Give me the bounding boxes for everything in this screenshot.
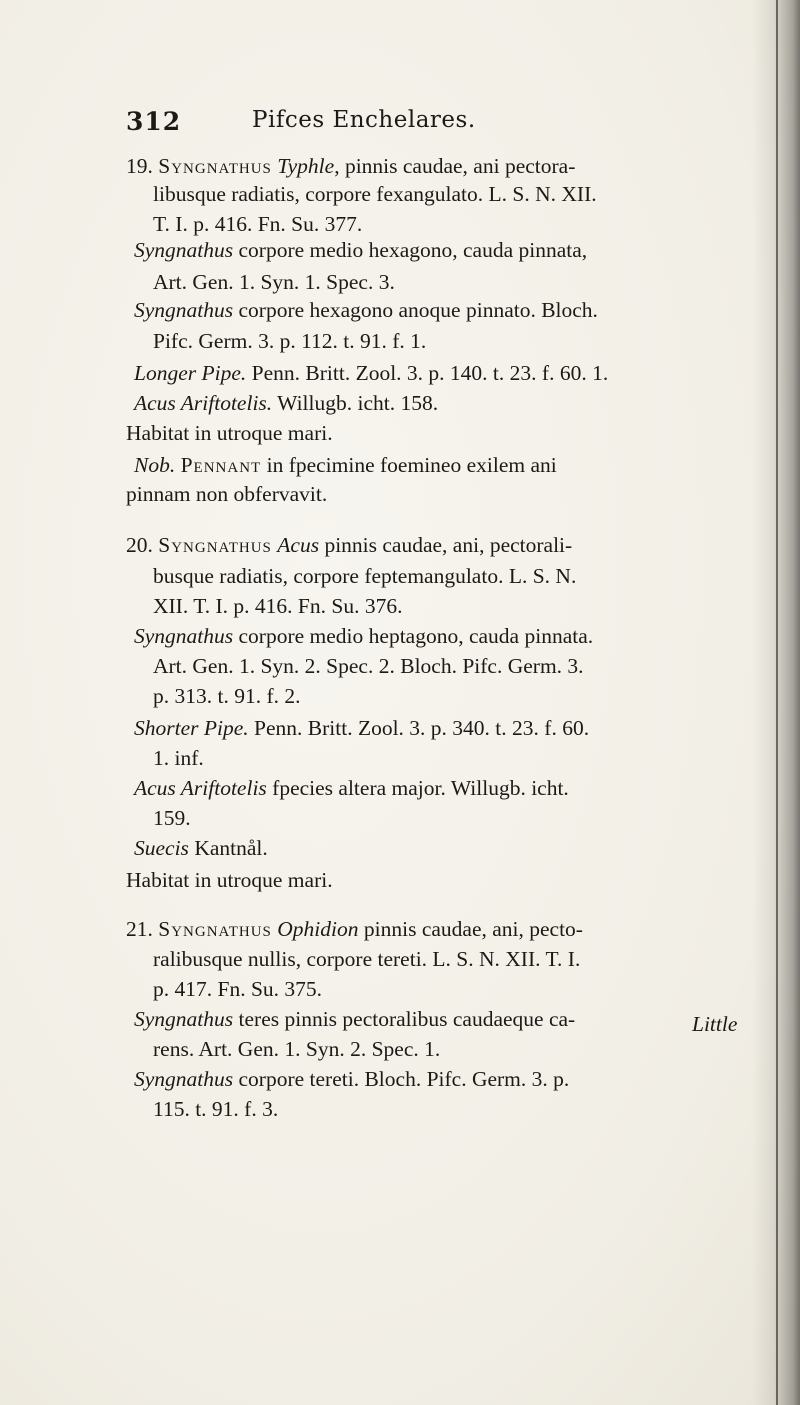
text-line [153,979,322,1001]
text-line [126,156,575,178]
italic-text: Shorter Pipe. [134,716,249,740]
text-line [153,748,204,770]
entry-text: T. I. p. 416. Fn. Su. 377. [153,212,363,236]
entry-text: p. 313. t. 91. f. 2. [153,684,301,708]
entry-text: Kantnål. [188,836,268,860]
entry-text: ralibusque nullis, corpore tereti. L. S. N. XII. T. I. [153,947,581,971]
genus-name: Syngnathus [158,533,272,557]
text-line [134,838,268,860]
text-line [134,778,569,800]
entry-text: Penn. Britt. Zool. 3. p. 340. t. 23. f. 60. [248,716,590,740]
entry-text: libusque radiatis, corpore fexangulato. L. S. N. XII. [153,182,597,206]
text-line [126,484,327,506]
author-name: Pennant [180,453,262,477]
genus-name: Syngnathus [158,917,272,941]
entry-text: Penn. Britt. Zool. 3. p. 140. t. 23. f. 60. 1. [246,361,609,385]
entry-text: 115. t. 91. f. 3. [153,1097,279,1121]
running-head: Pifces Enchelares. [252,107,476,133]
text-line [126,919,583,941]
entry-number: 19. [126,154,153,178]
entry-number: 21. [126,917,153,941]
genus-name: Syngnathus [158,154,272,178]
text-line [153,596,402,618]
book-gutter-line [776,0,778,1405]
text-line [134,718,589,740]
text-line [153,566,576,588]
italic-text: Longer Pipe. [134,361,247,385]
text-line [153,1039,440,1061]
text-line [153,214,362,236]
entry-text: Art. Gen. 1. Syn. 1. Spec. 3. [153,270,395,294]
entry-text: 1. inf. [153,746,204,770]
entry-text: rens. Art. Gen. 1. Syn. 2. Spec. 1. [153,1037,441,1061]
entry-text: corpore hexagono anoque pinnato. Bloch. [233,298,598,322]
text-line [126,870,333,892]
text-line [126,535,572,557]
italic-text: Nob. [134,453,176,477]
italic-text: Acus Ariftotelis. [134,391,273,415]
italic-text: Syngnathus [134,1007,234,1031]
entry-text: pinnis caudae, ani, pectorali- [319,533,573,557]
entry-text: Willugb. icht. 158. [272,391,439,415]
text-line [153,808,191,830]
species-name: Ophidion [277,917,359,941]
text-line [134,363,608,385]
italic-text: Suecis [134,836,189,860]
text-line [134,626,593,648]
entry-text: , pinnis caudae, ani pectora- [334,154,576,178]
entry-text: Art. Gen. 1. Syn. 2. Spec. 2. Bloch. Pifc. Germ. 3. [153,654,584,678]
entry-text: Pifc. Germ. 3. p. 112. t. 91. f. 1. [153,329,427,353]
text-line [126,423,333,445]
text-line [153,686,301,708]
italic-text: Syngnathus [134,624,234,648]
species-name: Acus [277,533,320,557]
entry-text: 159. [153,806,191,830]
text-line [153,656,584,678]
text-line [134,1069,569,1091]
entry-text: corpore tereti. Bloch. Pifc. Germ. 3. p. [233,1067,570,1091]
text-line [134,455,557,477]
italic-text: Syngnathus [134,238,234,262]
catchword: Little [692,1012,738,1036]
species-name: Typhle [277,154,335,178]
italic-text: Acus Ariftotelis [134,776,267,800]
entry-text: Habitat in utroque mari. [126,421,333,445]
entry-text: XII. T. I. p. 416. Fn. Su. 376. [153,594,403,618]
page-header [126,107,686,147]
entry-text: corpore medio heptagono, cauda pinnata. [233,624,594,648]
italic-text: Syngnathus [134,298,234,322]
text-line [134,393,438,415]
entry-text: pinnam non obfervavit. [126,482,328,506]
entry-text: in fpecimine foemineo exilem ani [261,453,557,477]
page-number: 312 [126,107,182,136]
entry-text: teres pinnis pectoralibus caudaeque ca- [233,1007,576,1031]
text-line [153,184,597,206]
text-line [134,1009,575,1031]
text-line [153,272,395,294]
entry-number: 20. [126,533,153,557]
entry-text: fpecies altera major. Willugb. icht. [266,776,569,800]
entry-text: p. 417. Fn. Su. 375. [153,977,323,1001]
entry-text: Habitat in utroque mari. [126,868,333,892]
italic-text: Syngnathus [134,1067,234,1091]
text-line [153,1099,278,1121]
text-line [153,949,580,971]
text-line [134,240,587,262]
entry-text: pinnis caudae, ani, pecto- [358,917,583,941]
text-line [153,331,426,353]
text-line [134,300,598,322]
entry-text: busque radiatis, corpore feptemangulato. L. S. N. [153,564,577,588]
entry-text: corpore medio hexagono, cauda pinnata, [233,238,588,262]
